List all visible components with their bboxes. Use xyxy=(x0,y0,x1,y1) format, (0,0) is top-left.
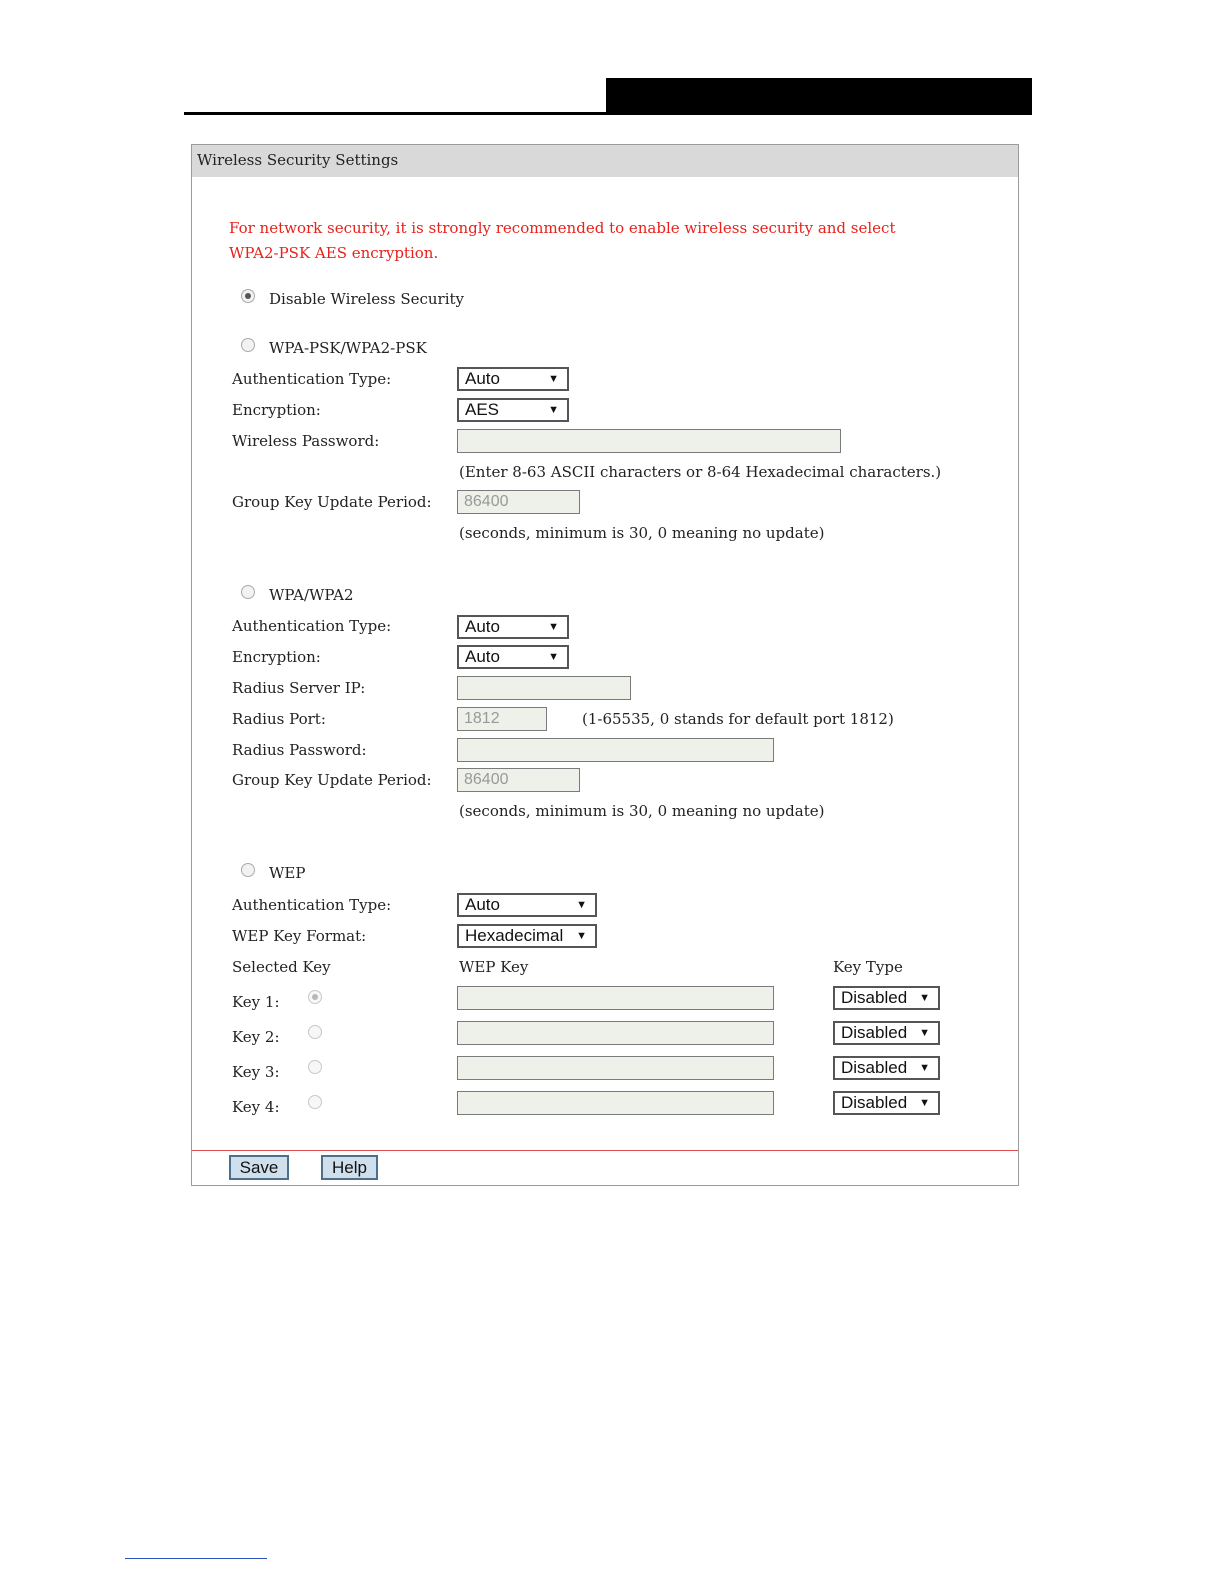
wpa-encryption-label: Encryption: xyxy=(232,648,321,666)
chevron-down-icon: ▼ xyxy=(548,651,559,663)
security-warning-line2: WPA2-PSK AES encryption. xyxy=(229,244,439,262)
wep-key4-type-select[interactable] xyxy=(833,1091,940,1115)
wpa-auth-type-label: Authentication Type: xyxy=(232,617,392,635)
wpa-group-key-input[interactable]: 86400 xyxy=(457,768,580,792)
wep-key1-label: Key 1: xyxy=(232,993,280,1011)
radius-ip-input[interactable] xyxy=(457,676,631,700)
wep-key1-type-select[interactable] xyxy=(833,986,940,1010)
security-warning-line1: For network security, it is strongly recommended to enable wireless security and select xyxy=(229,219,896,237)
chevron-down-icon: ▼ xyxy=(548,373,559,385)
wpa-auth-type-value: Auto xyxy=(465,617,500,636)
wpa-psk-radio[interactable] xyxy=(241,338,255,352)
wep-col-key-type: Key Type xyxy=(833,958,903,976)
wep-auth-type-value: Auto xyxy=(465,895,500,914)
page-header-tick xyxy=(606,78,608,112)
wep-key3-input[interactable] xyxy=(457,1056,774,1080)
chevron-down-icon: ▼ xyxy=(576,930,587,942)
wpa-psk-encryption-value: AES xyxy=(465,400,500,419)
radius-port-hint: (1-65535, 0 stands for default port 1812) xyxy=(582,710,894,728)
wep-key1-type-value: Disabled xyxy=(841,988,908,1007)
wpa-psk-encryption-label: Encryption: xyxy=(232,401,321,419)
wep-key2-input[interactable] xyxy=(457,1021,774,1045)
wep-auth-type-label: Authentication Type: xyxy=(232,896,392,914)
wep-label: WEP xyxy=(269,864,306,882)
disable-security-label: Disable Wireless Security xyxy=(269,290,465,308)
wpa-psk-password-hint: (Enter 8-63 ASCII characters or 8-64 Hexadecimal characters.) xyxy=(459,463,942,481)
wpa-encryption-select[interactable] xyxy=(457,645,569,669)
chevron-down-icon: ▼ xyxy=(919,992,930,1004)
radius-ip-label: Radius Server IP: xyxy=(232,679,366,697)
wep-key2-type-value: Disabled xyxy=(841,1023,908,1042)
wpa-psk-auth-type-value: Auto xyxy=(465,369,500,388)
wep-auth-type-select[interactable] xyxy=(457,893,597,917)
radius-port-input[interactable]: 1812 xyxy=(457,707,547,731)
wep-format-label: WEP Key Format: xyxy=(232,927,367,945)
wep-key4-radio[interactable] xyxy=(308,1095,322,1109)
wpa-label: WPA/WPA2 xyxy=(269,586,354,604)
wpa-psk-auth-type-select[interactable] xyxy=(457,367,569,391)
wep-format-select[interactable] xyxy=(457,924,597,948)
wep-key3-type-select[interactable] xyxy=(833,1056,940,1080)
wep-key1-radio[interactable] xyxy=(308,990,322,1004)
help-button[interactable]: Help xyxy=(321,1155,378,1180)
wep-key2-label: Key 2: xyxy=(232,1028,280,1046)
wpa-group-key-label: Group Key Update Period: xyxy=(232,771,432,789)
wep-format-value: Hexadecimal xyxy=(465,926,564,945)
page-header-rule xyxy=(184,112,1032,115)
chevron-down-icon: ▼ xyxy=(548,404,559,416)
chevron-down-icon: ▼ xyxy=(919,1062,930,1074)
chevron-down-icon: ▼ xyxy=(576,899,587,911)
wpa-radio[interactable] xyxy=(241,585,255,599)
radius-password-label: Radius Password: xyxy=(232,741,367,759)
wpa-psk-auth-type-label: Authentication Type: xyxy=(232,370,392,388)
wep-key2-radio[interactable] xyxy=(308,1025,322,1039)
wep-radio[interactable] xyxy=(241,863,255,877)
wep-key4-label: Key 4: xyxy=(232,1098,280,1116)
chevron-down-icon: ▼ xyxy=(919,1097,930,1109)
wep-col-key: WEP Key xyxy=(459,958,529,976)
wpa-psk-password-label: Wireless Password: xyxy=(232,432,380,450)
radius-password-input[interactable] xyxy=(457,738,774,762)
wpa-psk-group-key-input[interactable]: 86400 xyxy=(457,490,580,514)
wpa-encryption-value: Auto xyxy=(465,647,500,666)
wpa-group-key-hint: (seconds, minimum is 30, 0 meaning no update) xyxy=(459,802,825,820)
disable-security-radio[interactable] xyxy=(241,289,255,303)
wep-key2-type-select[interactable] xyxy=(833,1021,940,1045)
panel-title: Wireless Security Settings xyxy=(197,151,399,169)
panel-footer-divider xyxy=(192,1150,1018,1151)
wep-key4-type-value: Disabled xyxy=(841,1093,908,1112)
page-footer-link-rule xyxy=(125,1558,267,1559)
wpa-auth-type-select[interactable] xyxy=(457,615,569,639)
wpa-psk-password-input[interactable] xyxy=(457,429,841,453)
wpa-psk-group-key-hint: (seconds, minimum is 30, 0 meaning no update) xyxy=(459,524,825,542)
chevron-down-icon: ▼ xyxy=(548,621,559,633)
page-header-bar xyxy=(608,78,1032,115)
wpa-psk-label: WPA-PSK/WPA2-PSK xyxy=(269,339,427,357)
chevron-down-icon: ▼ xyxy=(919,1027,930,1039)
wpa-psk-encryption-select[interactable] xyxy=(457,398,569,422)
wep-key1-input[interactable] xyxy=(457,986,774,1010)
wep-key3-radio[interactable] xyxy=(308,1060,322,1074)
wep-key3-label: Key 3: xyxy=(232,1063,280,1081)
save-button[interactable]: Save xyxy=(229,1155,289,1180)
wpa-psk-group-key-label: Group Key Update Period: xyxy=(232,493,432,511)
wep-key3-type-value: Disabled xyxy=(841,1058,908,1077)
wep-key4-input[interactable] xyxy=(457,1091,774,1115)
wep-col-selected-key: Selected Key xyxy=(232,958,331,976)
radius-port-label: Radius Port: xyxy=(232,710,326,728)
